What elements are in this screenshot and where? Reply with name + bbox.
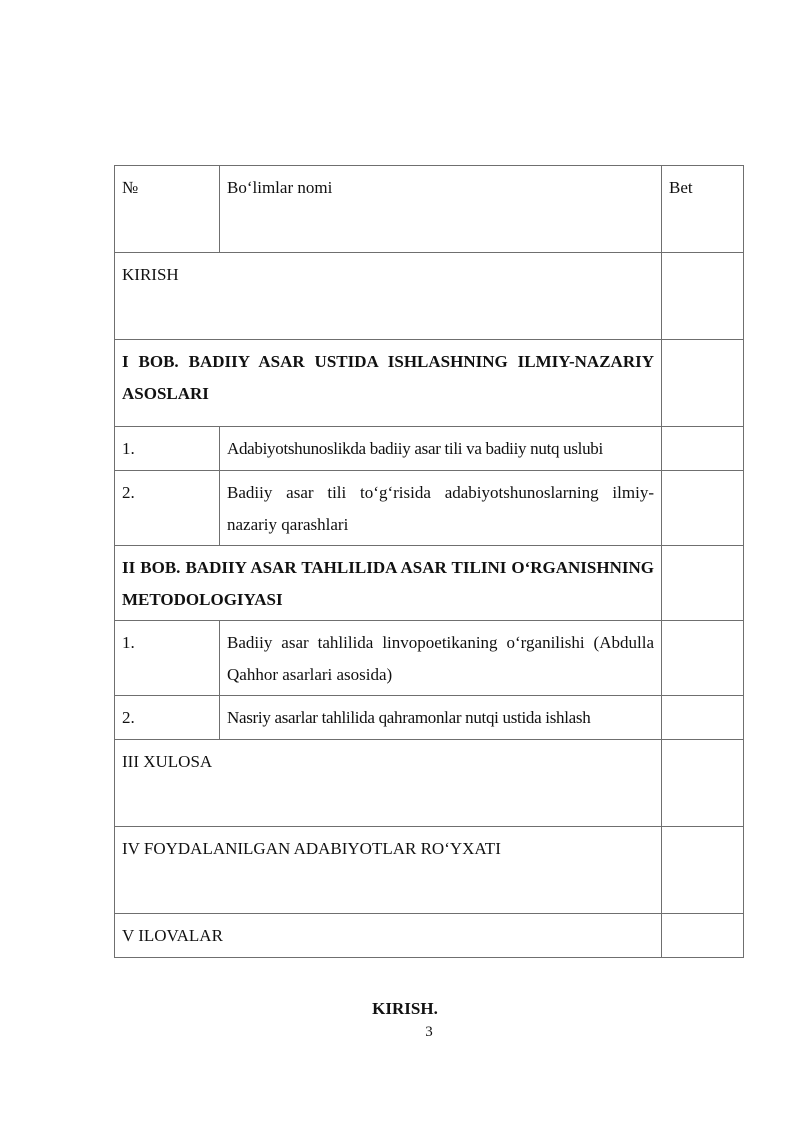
toc-section-1-2: Badiiy asar tili to‘g‘risida adabiyotshunoslarning ilmiy-nazariy qarashlari	[220, 471, 662, 546]
page-cell	[662, 914, 744, 958]
table-row	[115, 340, 744, 427]
section-number: 1.	[115, 621, 220, 696]
table-row	[115, 546, 744, 621]
page-cell	[662, 427, 744, 471]
toc-chapter-1: I BOB. BADIIY ASAR USTIDA ISHLASHNING ILMIY-NAZARIY ASOSLARI	[115, 340, 662, 427]
page-cell	[662, 621, 744, 696]
header-title-cell: Bo‘limlar nomi	[220, 166, 662, 253]
table-header-row	[115, 166, 744, 253]
table-row	[115, 253, 744, 340]
page-cell	[662, 471, 744, 546]
toc-entry-kirish: KIRISH	[115, 253, 662, 340]
table-row	[115, 914, 744, 958]
toc-section-2-2: Nasriy asarlar tahlilida qahramonlar nutqi ustida ishlash	[220, 696, 662, 740]
section-heading: KIRISH.	[372, 999, 438, 1018]
toc-entry-ilovalar: V ILOVALAR	[115, 914, 662, 958]
header-number-cell: №	[115, 166, 220, 253]
table-row	[115, 621, 744, 696]
toc-section-1-1: Adabiyotshunoslikda badiiy asar tili va badiiy nutq uslubi	[220, 427, 662, 471]
page-cell	[662, 827, 744, 914]
table-row	[115, 471, 744, 546]
table-row	[115, 740, 744, 827]
section-number: 1.	[115, 427, 220, 471]
table-of-contents	[114, 165, 744, 958]
toc-section-2-1: Badiiy asar tahlilida linvopoetikaning o‘rganilishi (Abdulla Qahhor asarlari asosida)	[220, 621, 662, 696]
page-cell	[662, 696, 744, 740]
toc-chapter-2: II BOB. BADIIY ASAR TAHLILIDA ASAR TILINI O‘RGANISHNING METODOLOGIYASI	[115, 546, 662, 621]
page-cell	[662, 340, 744, 427]
table-row	[115, 827, 744, 914]
header-page-cell: Bet	[662, 166, 744, 253]
table-row	[115, 427, 744, 471]
page-cell	[662, 740, 744, 827]
page-cell	[662, 253, 744, 340]
table-row	[115, 696, 744, 740]
section-number: 2.	[115, 696, 220, 740]
page-number: 3	[425, 1024, 433, 1040]
section-number: 2.	[115, 471, 220, 546]
toc-entry-xulosa: III XULOSA	[115, 740, 662, 827]
toc-entry-adabiyotlar: IV FOYDALANILGAN ADABIYOTLAR RO‘YXATI	[115, 827, 662, 914]
page-cell	[662, 546, 744, 621]
